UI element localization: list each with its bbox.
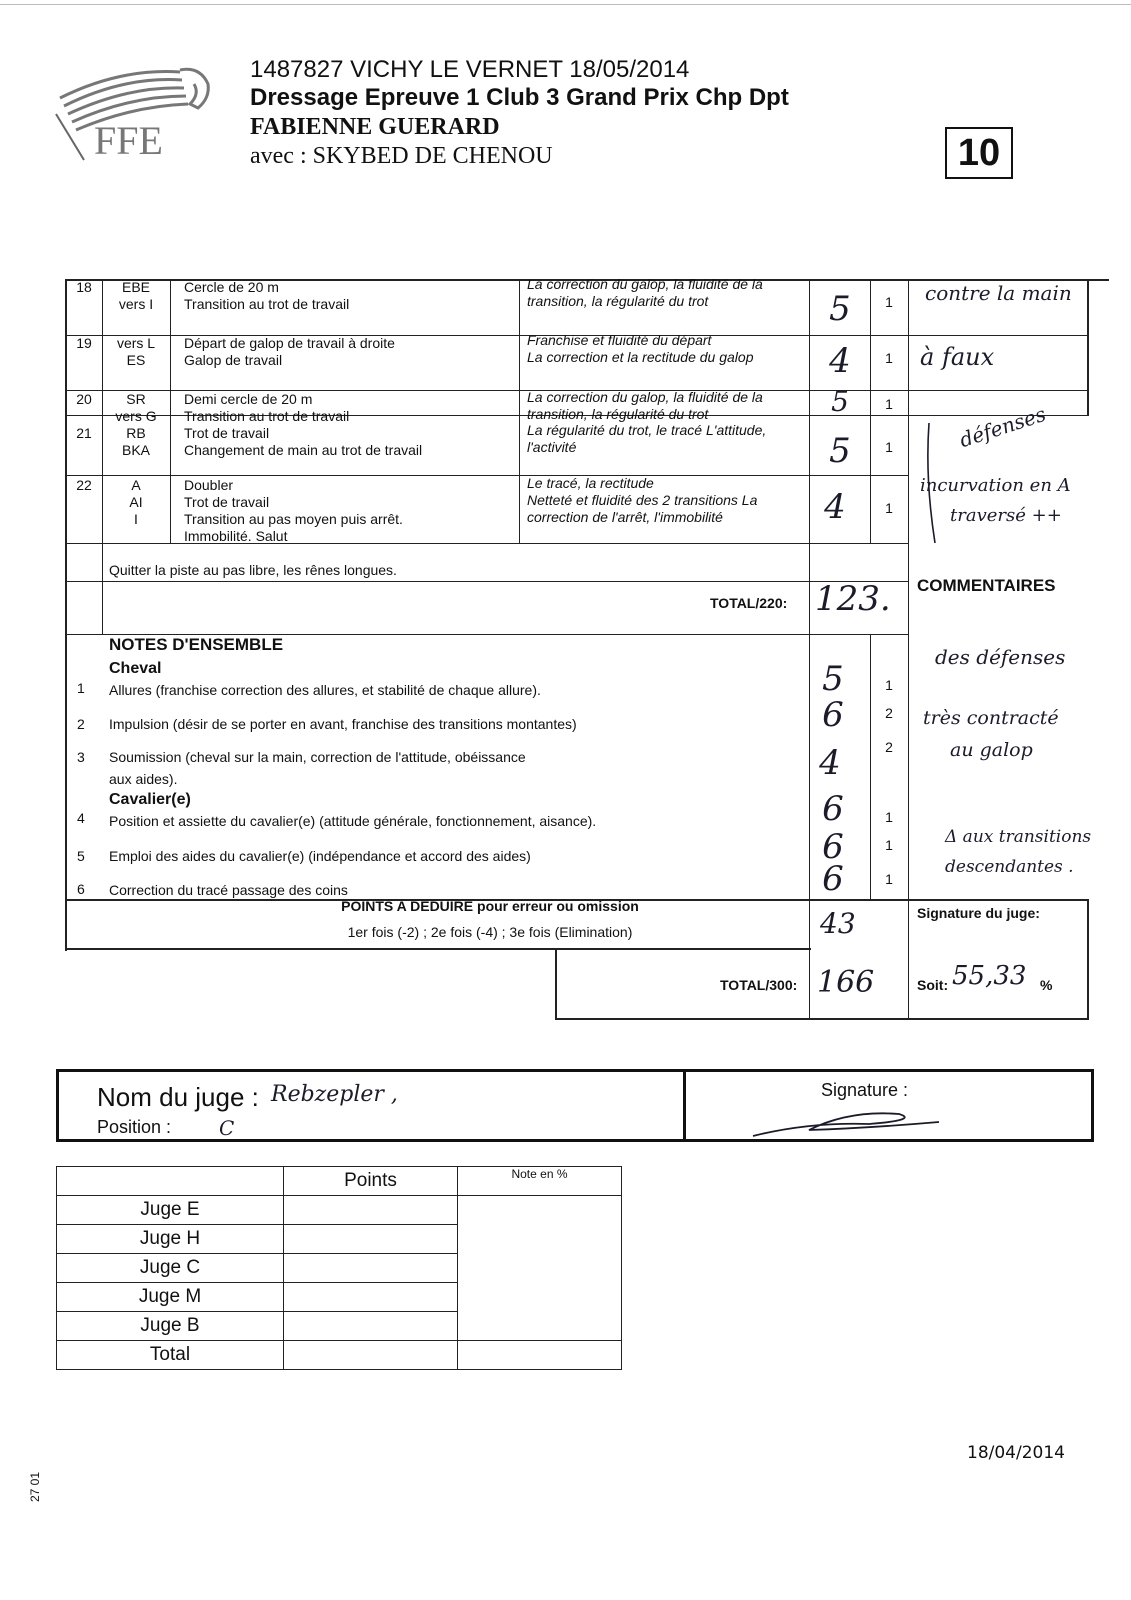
cheval-heading: Cheval: [109, 660, 162, 677]
judge-name-label: Nom du juge :: [97, 1082, 259, 1112]
handwritten-score: 6: [822, 827, 844, 867]
top-edge-line: [0, 4, 1131, 5]
judge-box: [56, 1069, 1094, 1142]
recap-points-cell: [284, 1312, 458, 1341]
side-code: 27 01: [28, 1471, 42, 1502]
criteria-text: Le tracé, la rectitude: [527, 475, 654, 491]
movement-letters: RB: [126, 425, 146, 441]
handwritten-remark: contre la main: [925, 281, 1072, 305]
points-header: Points: [284, 1167, 458, 1196]
ensemble-number: 5: [77, 848, 85, 864]
handwritten-score: 5: [831, 385, 849, 418]
recap-row-label: Juge H: [57, 1225, 284, 1254]
handwritten-comment: Δ aux transitions: [945, 827, 1092, 847]
ensemble-number: 2: [77, 716, 85, 732]
handwritten-score: 6: [822, 695, 844, 735]
movement-letters: A: [131, 477, 141, 493]
handwritten-comment: très contracté: [923, 707, 1059, 729]
movement-text: Transition au pas moyen puis arrêt.: [184, 511, 403, 527]
movement-letters: ES: [126, 352, 146, 368]
movement-number: 19: [76, 335, 92, 351]
movement-letters: vers I: [118, 296, 154, 312]
header-block: [250, 56, 950, 170]
test-title: Dressage Epreuve 1 Club 3 Grand Prix Chp Dpt: [250, 84, 789, 111]
coefficient: 1: [885, 871, 893, 887]
handwritten-bracket: [923, 419, 943, 549]
handwritten-score: 6: [822, 789, 844, 829]
handwritten-remark: incurvation en A: [920, 475, 1071, 496]
recap-row-label: Juge E: [57, 1196, 284, 1225]
ensemble-text: Emploi des aides du cavalier(e) (indépendance et accord des aides): [109, 848, 531, 864]
ffe-horse-logo: [50, 58, 220, 168]
movement-letters: vers G: [115, 408, 157, 424]
ensemble-text: Soumission (cheval sur la main, correction de l'attitude, obéissance: [109, 749, 526, 765]
ensemble-number: 3: [77, 749, 85, 765]
movement-text: Transition au trot de travail: [184, 408, 350, 424]
footer-date: 18/04/2014: [967, 1443, 1065, 1463]
judge-name-value: Rebzepler ,: [271, 1082, 398, 1107]
coefficient: 1: [885, 439, 893, 455]
judge-position-value: C: [219, 1116, 235, 1140]
total-300-value: 166: [817, 965, 875, 1000]
recap-points-cell: [284, 1283, 458, 1312]
criteria-text: transition, la régularité du trot: [527, 406, 709, 422]
movement-text: Trot de travail: [184, 425, 270, 441]
coefficient: 2: [885, 705, 893, 721]
movement-text: Doubler: [184, 477, 234, 493]
leave-arena-text: Quitter la piste au pas libre, les rênes longues.: [109, 562, 397, 578]
coefficient: 1: [885, 809, 893, 825]
ensemble-text: Impulsion (désir de se porter en avant, franchise des transitions montantes): [109, 716, 577, 732]
ensemble-text: Position et assiette du cavalier(e) (attitude générale, fonctionnement, aisance).: [109, 813, 597, 829]
recap-note-cell: [458, 1196, 622, 1341]
ensemble-number: 1: [77, 680, 85, 696]
criteria-text: La régularité du trot, le tracé L'attitude,: [527, 422, 767, 438]
total-300-label: TOTAL/300:: [720, 977, 798, 993]
coefficient: 1: [885, 500, 893, 516]
handwritten-score: 5: [829, 289, 851, 329]
criteria-text: l'activité: [527, 439, 577, 455]
movement-letters: EBE: [121, 279, 150, 295]
judge-position-label: Position :: [97, 1117, 172, 1137]
movement-number: 22: [76, 477, 92, 493]
coefficient: 1: [885, 677, 893, 693]
movement-text: Trot de travail: [184, 494, 270, 510]
handwritten-score: 6: [822, 859, 844, 899]
recap-row-label: Total: [57, 1341, 284, 1370]
movement-text: Départ de galop de travail à droite: [184, 335, 395, 351]
movement-letters: BKA: [121, 442, 150, 458]
judge-signature: [749, 1100, 949, 1144]
coefficient: 1: [885, 350, 893, 366]
criteria-text: La correction du galop, la fluidité de la: [527, 276, 763, 292]
coefficient: 1: [885, 396, 893, 412]
coefficient: 1: [885, 294, 893, 310]
ensemble-text: Allures (franchise correction des allures, et stabilité de chaque allure).: [109, 682, 541, 698]
handwritten-comment: descendantes .: [945, 857, 1074, 877]
total-220-label: TOTAL/220:: [710, 595, 788, 611]
ensemble-title: NOTES D'ENSEMBLE: [109, 635, 284, 654]
svg-text:FFE: FFE: [94, 118, 163, 163]
movement-text: Demi cercle de 20 m: [184, 391, 313, 407]
recap-row-label: Juge M: [57, 1283, 284, 1312]
handwritten-score: 5: [822, 659, 844, 699]
coefficient: 2: [885, 739, 893, 755]
movement-letters: AI: [129, 494, 143, 510]
ensemble-text: Correction du tracé passage des coins: [109, 882, 348, 898]
total-220-value: 123.: [815, 579, 891, 619]
recap-points-cell: [284, 1341, 458, 1370]
movement-text: Immobilité. Salut: [184, 528, 288, 544]
criteria-text: La correction du galop, la fluidité de la: [527, 389, 763, 405]
coefficient: 1: [885, 837, 893, 853]
movement-number: 20: [76, 391, 92, 407]
criteria-text: transition, la régularité du trot: [527, 293, 709, 309]
judge-signature-label: Signature du juge:: [917, 905, 1040, 921]
ensemble-number: 4: [77, 810, 85, 826]
recap-note-cell: [458, 1341, 622, 1370]
score-table: [65, 276, 1109, 1000]
criteria-text: correction de l'arrêt, l'immobilité: [527, 509, 723, 525]
movement-letters: SR: [126, 391, 146, 407]
cavalier-heading: Cavalier(e): [109, 791, 191, 808]
deduct-rule: 1er fois (-2) ; 2e fois (-4) ; 3e fois (Elimination): [347, 924, 633, 940]
ensemble-number: 6: [77, 881, 85, 897]
percent-sign: %: [1040, 977, 1053, 993]
deduct-title: POINTS A DEDUIRE pour erreur ou omission: [341, 898, 639, 914]
note-header: Note en %: [458, 1167, 622, 1196]
comments-title: COMMENTAIRES: [917, 576, 1056, 595]
handwritten-score: 4: [819, 743, 841, 783]
recap-row-label: Juge C: [57, 1254, 284, 1283]
recap-points-cell: [284, 1196, 458, 1225]
criteria-text: Franchise et fluidité du départ: [527, 332, 712, 348]
judges-recap-table: [56, 1166, 622, 1370]
deduct-value: 43: [820, 907, 856, 940]
percentage-value: 55,33: [952, 961, 1027, 991]
handwritten-remark: défenses: [956, 401, 1049, 453]
movement-number: 21: [76, 425, 92, 441]
criteria-text: La correction et la rectitude du galop: [527, 349, 754, 365]
recap-points-cell: [284, 1225, 458, 1254]
ensemble-text: aux aides).: [109, 771, 178, 787]
movement-text: Transition au trot de travail: [184, 296, 350, 312]
movement-number: 18: [76, 279, 92, 295]
movement-text: Cercle de 20 m: [184, 279, 279, 295]
criteria-text: Netteté et fluidité des 2 transitions La: [527, 492, 758, 508]
rider-name: FABIENNE GUERARD: [250, 114, 500, 140]
handwritten-comment: des défenses: [935, 645, 1066, 669]
recap-row-label: Juge B: [57, 1312, 284, 1341]
handwritten-comment: au galop: [950, 739, 1033, 761]
movement-letters: I: [134, 511, 138, 527]
handwritten-score: 4: [824, 487, 846, 527]
soit-label: Soit:: [917, 977, 949, 993]
handwritten-score: 4: [829, 341, 851, 381]
handwritten-score: 5: [829, 431, 851, 471]
handwritten-remark: traversé ++: [950, 505, 1062, 526]
movement-text: Galop de travail: [184, 352, 283, 368]
rank-box: 10: [945, 127, 1013, 179]
event-line: 1487827 VICHY LE VERNET 18/05/2014: [250, 56, 690, 83]
recap-points-cell: [284, 1254, 458, 1283]
signature-label: Signature :: [821, 1080, 909, 1100]
movement-text: Changement de main au trot de travail: [184, 442, 423, 458]
movement-letters: vers L: [116, 335, 156, 351]
horse-name: avec : SKYBED DE CHENOU: [250, 143, 553, 169]
handwritten-remark: à faux: [920, 343, 995, 371]
